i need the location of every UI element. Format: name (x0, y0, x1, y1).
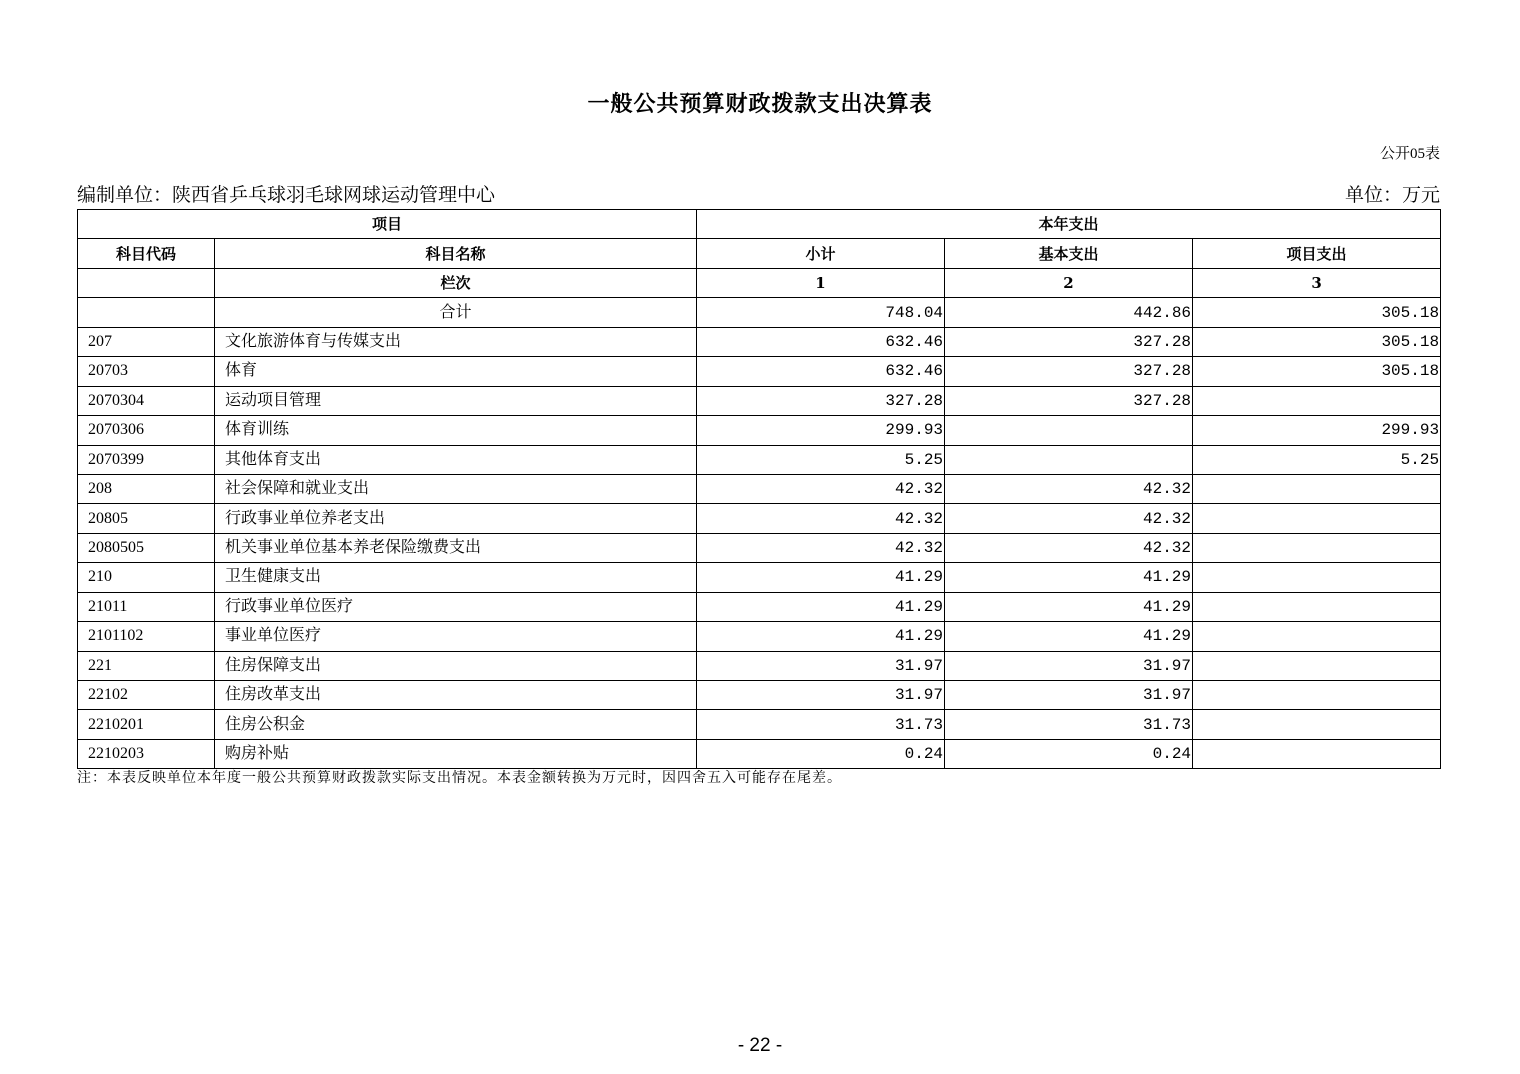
table-row (78, 327, 1441, 356)
cell-basic (945, 416, 1193, 445)
cell-project (1193, 681, 1441, 710)
total-label: 合计 (215, 298, 697, 327)
cell-project: 5.25 (1193, 445, 1441, 474)
cell-name: 行政事业单位养老支出 (215, 504, 697, 533)
header-group-row (78, 210, 1441, 239)
cell-name: 文化旅游体育与传媒支出 (215, 327, 697, 356)
cell-basic: 42.32 (945, 504, 1193, 533)
cell-basic: 0.24 (945, 739, 1193, 768)
cell-project (1193, 533, 1441, 562)
cell-name: 购房补贴 (215, 739, 697, 768)
cell-subtotal: 42.32 (697, 474, 945, 503)
column-index-row (78, 268, 1441, 297)
cell-project (1193, 739, 1441, 768)
total-row (78, 298, 1441, 327)
table-row (78, 710, 1441, 739)
cell-name: 住房公积金 (215, 710, 697, 739)
header-columns-row (78, 239, 1441, 268)
cell-subtotal: 42.32 (697, 533, 945, 562)
cell-basic: 31.97 (945, 651, 1193, 680)
header-name: 科目名称 (215, 239, 697, 268)
cell-name: 社会保障和就业支出 (215, 474, 697, 503)
cell-subtotal: 41.29 (697, 563, 945, 592)
table-row (78, 739, 1441, 768)
cell-project (1193, 386, 1441, 415)
cell-basic: 42.32 (945, 533, 1193, 562)
cell-code: 2101102 (78, 622, 215, 651)
table-row (78, 681, 1441, 710)
total-project: 305.18 (1193, 298, 1441, 327)
cell-basic: 327.28 (945, 327, 1193, 356)
header-basic: 基本支出 (945, 239, 1193, 268)
total-code (78, 298, 215, 327)
cell-subtotal: 41.29 (697, 592, 945, 621)
cell-code: 22102 (78, 681, 215, 710)
org-label: 编制单位：陕西省乒乓球羽毛球网球运动管理中心 (77, 185, 496, 206)
expenditure-table (77, 209, 1441, 769)
page-number: - 22 - (737, 1035, 783, 1056)
cell-name: 体育 (215, 357, 697, 386)
cell-basic: 41.29 (945, 592, 1193, 621)
cell-project: 305.18 (1193, 327, 1441, 356)
cell-project (1193, 474, 1441, 503)
cell-basic: 327.28 (945, 386, 1193, 415)
header-item: 项目 (78, 210, 697, 239)
header-subtotal: 小计 (697, 239, 945, 268)
column-index-2: 2 (945, 268, 1193, 297)
table-row (78, 416, 1441, 445)
cell-subtotal: 632.46 (697, 357, 945, 386)
cell-code: 2080505 (78, 533, 215, 562)
cell-project: 305.18 (1193, 357, 1441, 386)
table-row (78, 563, 1441, 592)
total-subtotal: 748.04 (697, 298, 945, 327)
cell-code: 221 (78, 651, 215, 680)
column-index-3: 3 (1193, 268, 1441, 297)
cell-subtotal: 299.93 (697, 416, 945, 445)
cell-name: 卫生健康支出 (215, 563, 697, 592)
cell-subtotal: 31.97 (697, 651, 945, 680)
cell-project (1193, 710, 1441, 739)
table-row (78, 592, 1441, 621)
column-index-1: 1 (697, 268, 945, 297)
cell-basic: 41.29 (945, 622, 1193, 651)
cell-name: 其他体育支出 (215, 445, 697, 474)
cell-basic (945, 445, 1193, 474)
column-index-blank (78, 268, 215, 297)
cell-code: 207 (78, 327, 215, 356)
total-basic: 442.86 (945, 298, 1193, 327)
page-title: 一般公共预算财政拨款支出决算表 (587, 91, 933, 116)
table-row (78, 651, 1441, 680)
cell-code: 2070399 (78, 445, 215, 474)
header-expense: 本年支出 (697, 210, 1441, 239)
cell-project (1193, 592, 1441, 621)
cell-code: 2070306 (78, 416, 215, 445)
cell-subtotal: 41.29 (697, 622, 945, 651)
cell-name: 事业单位医疗 (215, 622, 697, 651)
cell-project (1193, 563, 1441, 592)
column-index-label: 栏次 (215, 268, 697, 297)
table-note: 注：本表反映单位本年度一般公共预算财政拨款实际支出情况。本表金额转换为万元时，因四舍五入可能存在尾差。 (77, 771, 842, 786)
table-row (78, 474, 1441, 503)
cell-code: 2210201 (78, 710, 215, 739)
header-project: 项目支出 (1193, 239, 1441, 268)
cell-subtotal: 0.24 (697, 739, 945, 768)
cell-project (1193, 651, 1441, 680)
cell-name: 体育训练 (215, 416, 697, 445)
cell-project (1193, 622, 1441, 651)
cell-name: 住房保障支出 (215, 651, 697, 680)
cell-subtotal: 327.28 (697, 386, 945, 415)
cell-code: 208 (78, 474, 215, 503)
cell-basic: 327.28 (945, 357, 1193, 386)
cell-subtotal: 5.25 (697, 445, 945, 474)
cell-code: 2210203 (78, 739, 215, 768)
cell-subtotal: 42.32 (697, 504, 945, 533)
cell-name: 住房改革支出 (215, 681, 697, 710)
form-number: 公开05表 (1379, 146, 1440, 162)
cell-subtotal: 31.73 (697, 710, 945, 739)
cell-subtotal: 31.97 (697, 681, 945, 710)
cell-basic: 31.97 (945, 681, 1193, 710)
table-row (78, 622, 1441, 651)
table-row (78, 504, 1441, 533)
cell-project: 299.93 (1193, 416, 1441, 445)
table-row (78, 357, 1441, 386)
cell-name: 行政事业单位医疗 (215, 592, 697, 621)
unit-label: 单位：万元 (1344, 185, 1440, 206)
cell-name: 运动项目管理 (215, 386, 697, 415)
header-code: 科目代码 (78, 239, 215, 268)
cell-project (1193, 504, 1441, 533)
cell-code: 21011 (78, 592, 215, 621)
cell-basic: 42.32 (945, 474, 1193, 503)
table-row (78, 533, 1441, 562)
cell-basic: 31.73 (945, 710, 1193, 739)
cell-code: 20703 (78, 357, 215, 386)
cell-name: 机关事业单位基本养老保险缴费支出 (215, 533, 697, 562)
cell-code: 210 (78, 563, 215, 592)
cell-code: 20805 (78, 504, 215, 533)
table-row (78, 386, 1441, 415)
table-row (78, 445, 1441, 474)
cell-code: 2070304 (78, 386, 215, 415)
cell-subtotal: 632.46 (697, 327, 945, 356)
cell-basic: 41.29 (945, 563, 1193, 592)
